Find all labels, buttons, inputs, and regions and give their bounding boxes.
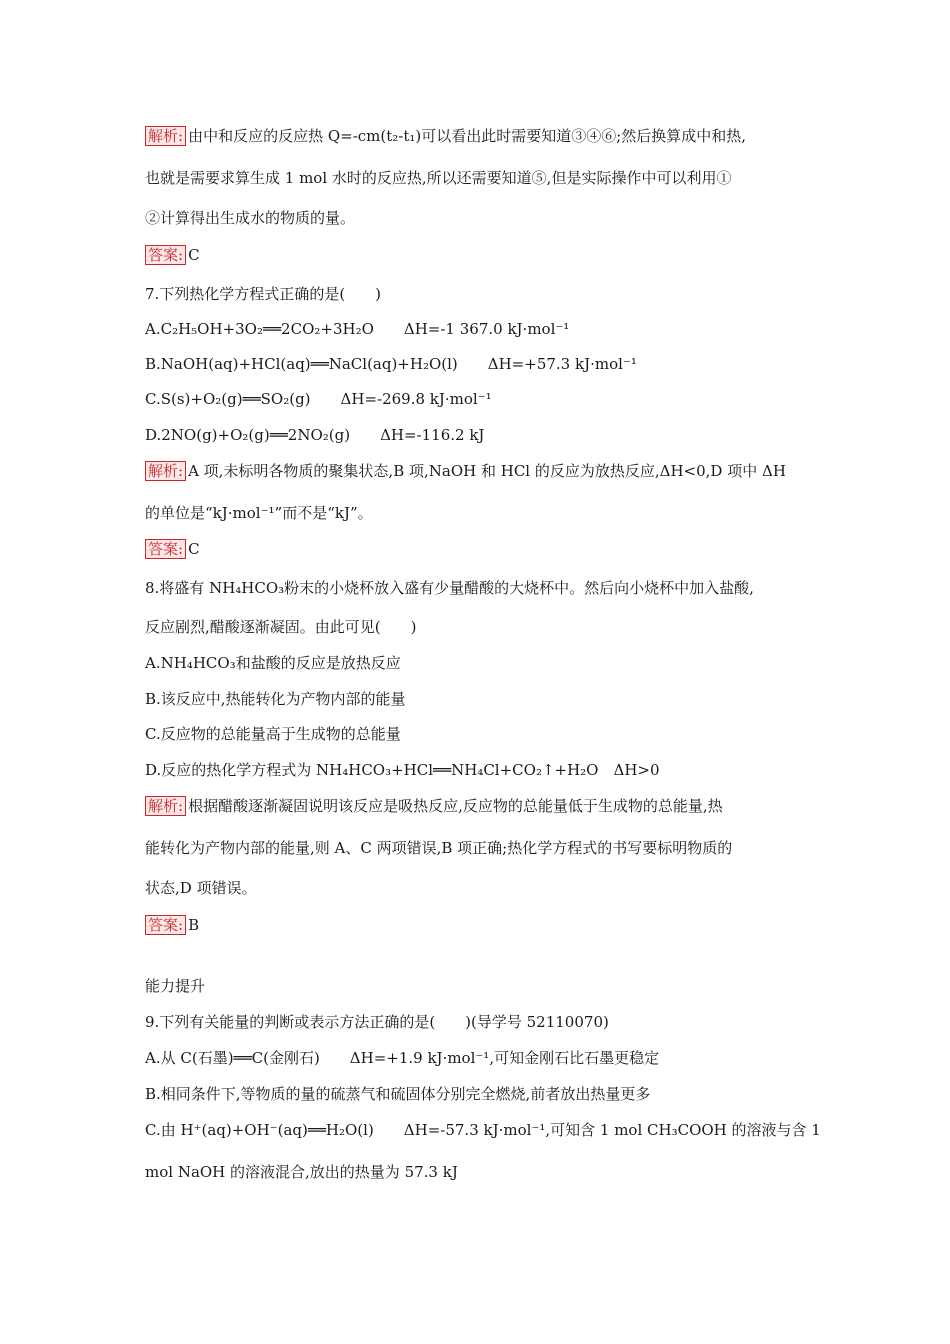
q8-stem-line-2: 反应剧烈,醋酸逐渐凝固。由此可见( ) [145, 618, 417, 636]
q9-option-c-line-1: C.由 H⁺(aq)+OH⁻(aq)══H₂O(l) ΔH=-57.3 kJ·mol⁻¹,可知含 1 mol CH₃COOH 的溶液与含 1 [145, 1121, 821, 1139]
q7-answer: 答案: C [145, 539, 200, 561]
section-title: 能力提升 [145, 977, 206, 995]
analysis-tag: 解析: [145, 126, 186, 146]
q7-analysis-line-2: 的单位是“kJ·mol⁻¹”而不是“kJ”。 [145, 504, 373, 522]
analysis-tag: 解析: [145, 796, 186, 816]
q7-option-c: C.S(s)+O₂(g)══SO₂(g) ΔH=-269.8 kJ·mol⁻¹ [145, 390, 492, 408]
q8-option-c: C.反应物的总能量高于生成物的总能量 [145, 725, 401, 743]
q8-option-b: B.该反应中,热能转化为产物内部的能量 [145, 690, 406, 708]
q6-analysis-line-3: ②计算得出生成水的物质的量。 [145, 209, 356, 227]
q8-analysis-line-3: 状态,D 项错误。 [145, 879, 257, 897]
q8-analysis-line-2: 能转化为产物内部的能量,则 A、C 两项错误,B 项正确;热化学方程式的书写要标明物质的 [145, 839, 733, 857]
q8-stem-line-1: 8.将盛有 NH₄HCO₃粉末的小烧杯放入盛有少量醋酸的大烧杯中。然后向小烧杯中加入盐酸, [145, 579, 754, 597]
q9-stem: 9.下列有关能量的判断或表示方法正确的是( )(导学号 52110070) [145, 1013, 609, 1031]
answer-tag: 答案: [145, 245, 186, 265]
q9-option-a: A.从 C(石墨)══C(金刚石) ΔH=+1.9 kJ·mol⁻¹,可知金刚石比石墨更稳定 [145, 1049, 660, 1067]
q8-option-d: D.反应的热化学方程式为 NH₄HCO₃+HCl══NH₄Cl+CO₂↑+H₂O ΔH>0 [145, 761, 660, 779]
q7-stem: 7.下列热化学方程式正确的是( ) [145, 285, 382, 303]
q8-analysis-line-1: 解析: 根据醋酸逐渐凝固说明该反应是吸热反应,反应物的总能量低于生成物的总能量,热 [145, 796, 723, 818]
q7-option-d: D.2NO(g)+O₂(g)══2NO₂(g) ΔH=-116.2 kJ [145, 426, 485, 444]
q6-answer: 答案: C [145, 245, 200, 267]
q9-option-b: B.相同条件下,等物质的量的硫蒸气和硫固体分别完全燃烧,前者放出热量更多 [145, 1085, 651, 1103]
q7-option-a: A.C₂H₅OH+3O₂══2CO₂+3H₂O ΔH=-1 367.0 kJ·mol⁻¹ [145, 320, 570, 338]
q8-option-a: A.NH₄HCO₃和盐酸的反应是放热反应 [145, 654, 401, 672]
q7-option-b: B.NaOH(aq)+HCl(aq)══NaCl(aq)+H₂O(l) ΔH=+57.3 kJ·mol⁻¹ [145, 355, 637, 373]
q8-answer: 答案: B [145, 915, 199, 937]
answer-tag: 答案: [145, 915, 186, 935]
q9-option-c-line-2: mol NaOH 的溶液混合,放出的热量为 57.3 kJ [145, 1163, 458, 1181]
q6-analysis-line-1: 解析: 由中和反应的反应热 Q=-cm(t₂-t₁)可以看出此时需要知道③④⑥;然后换算成中和热, [145, 126, 746, 148]
answer-tag: 答案: [145, 539, 186, 559]
q7-analysis-line-1: 解析: A 项,未标明各物质的聚集状态,B 项,NaOH 和 HCl 的反应为放热反应,ΔH<0,D 项中 ΔH [145, 461, 786, 483]
q6-analysis-line-2: 也就是需要求算生成 1 mol 水时的反应热,所以还需要知道⑤,但是实际操作中可以利用① [145, 169, 732, 187]
analysis-tag: 解析: [145, 461, 186, 481]
